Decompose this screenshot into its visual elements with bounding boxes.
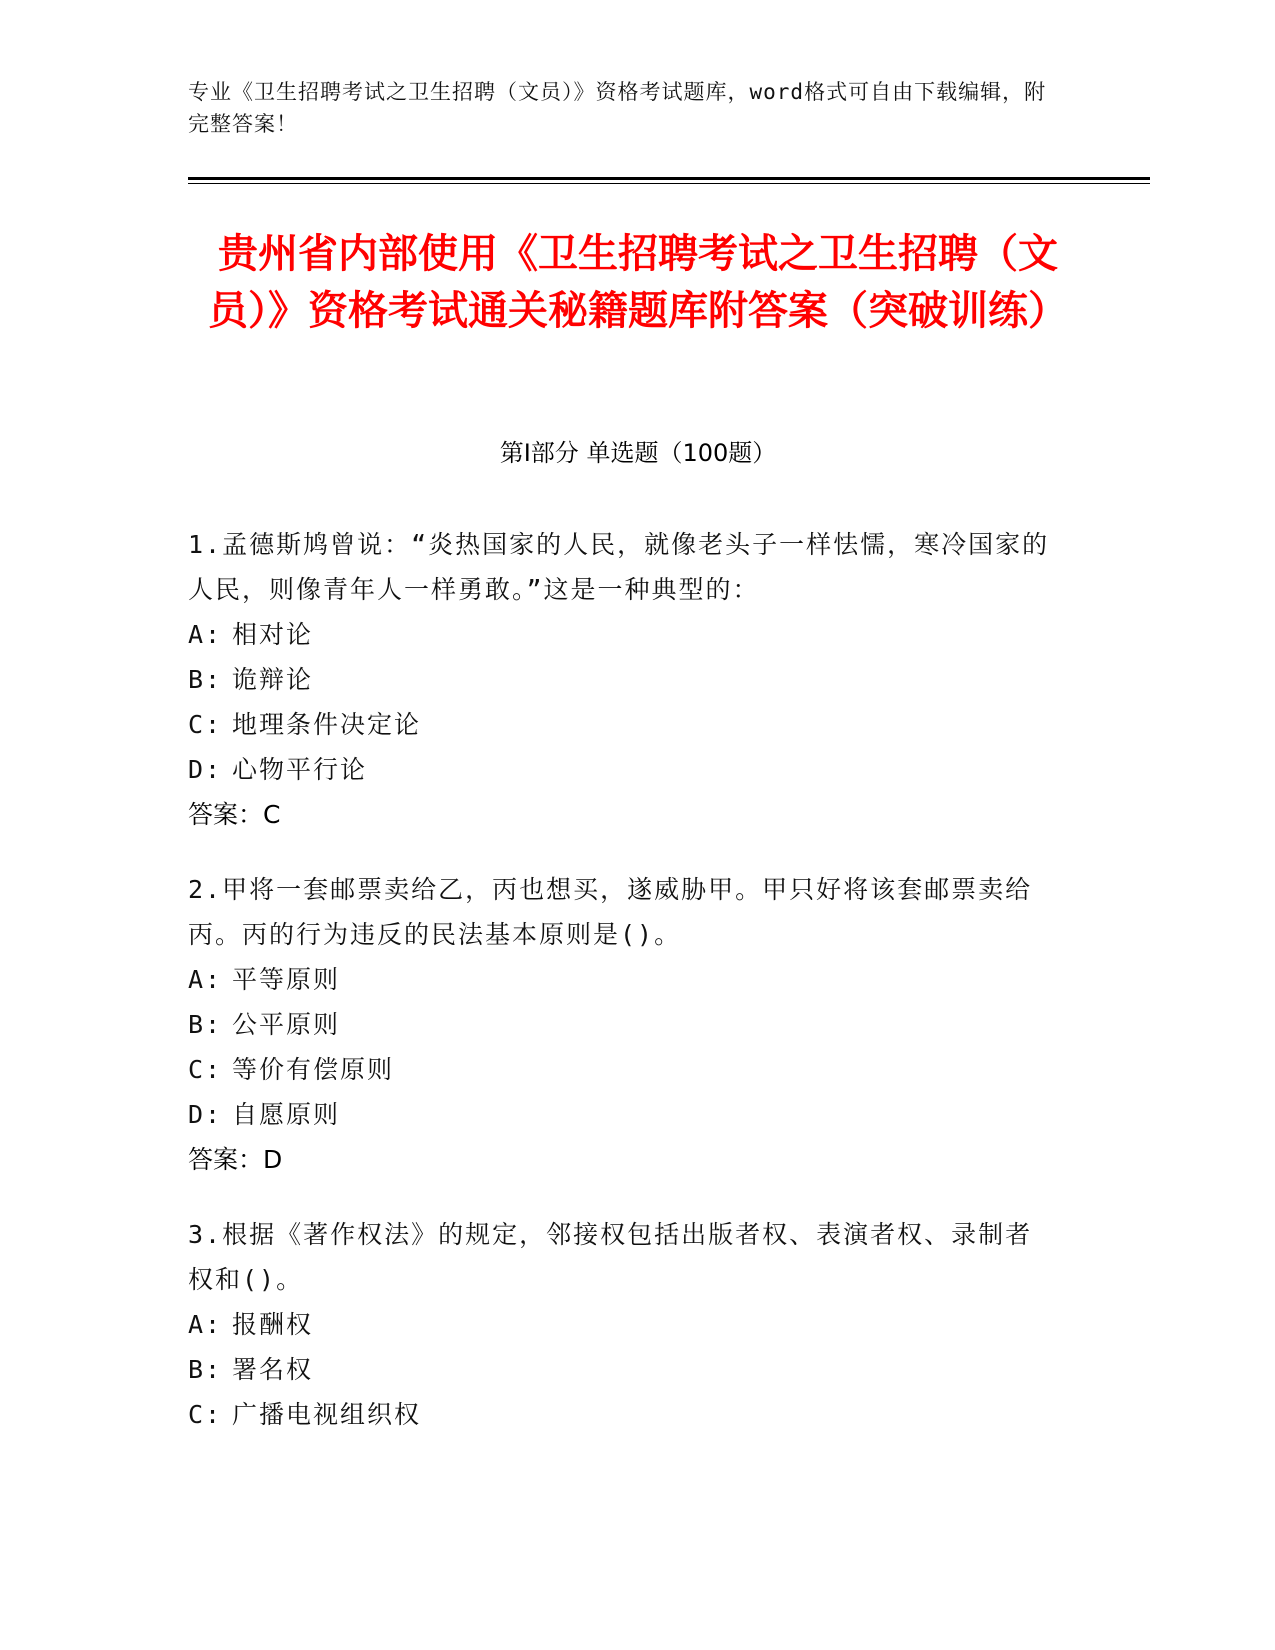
option-b — [188, 657, 1058, 702]
option-text: 自愿原则 — [232, 1100, 341, 1129]
header-rule-thin — [188, 183, 1150, 184]
option-key: A: — [188, 965, 223, 994]
header-rule-thick — [188, 177, 1150, 180]
header-note: 专业《卫生招聘考试之卫生招聘（文员）》资格考试题库，word格式可自由下载编辑，附完整答案！ — [188, 80, 1047, 136]
option-text: 公平原则 — [232, 1010, 341, 1039]
option-a — [188, 1302, 1058, 1347]
answer-line: 答案：C — [188, 800, 281, 829]
option-text: 广播电视组织权 — [232, 1400, 422, 1429]
answer-line: 答案：D — [188, 1145, 283, 1174]
option-key: A: — [188, 620, 223, 649]
option-text: 等价有偿原则 — [232, 1055, 395, 1084]
option-text: 平等原则 — [232, 965, 341, 994]
option-key: B: — [188, 665, 223, 694]
option-text: 相对论 — [232, 620, 314, 649]
option-key: C: — [188, 710, 223, 739]
question-3 — [188, 1212, 1058, 1437]
question-list — [188, 522, 1058, 1467]
option-a — [188, 957, 1058, 1002]
option-c — [188, 702, 1058, 747]
option-key: B: — [188, 1010, 223, 1039]
option-key: A: — [188, 1310, 223, 1339]
option-a — [188, 612, 1058, 657]
question-1 — [188, 522, 1058, 837]
option-text: 地理条件决定论 — [232, 710, 422, 739]
option-b — [188, 1347, 1058, 1392]
option-d — [188, 747, 1058, 792]
option-text: 报酬权 — [232, 1310, 314, 1339]
option-key: C: — [188, 1400, 223, 1429]
option-text: 署名权 — [232, 1355, 314, 1384]
question-stem: 3.根据《著作权法》的规定，邻接权包括出版者权、表演者权、录制者权和()。 — [188, 1220, 1033, 1294]
option-text: 心物平行论 — [232, 755, 368, 784]
section-title: 第Ⅰ部分 单选题（100题） — [499, 439, 777, 467]
option-d — [188, 1092, 1058, 1137]
option-b — [188, 1002, 1058, 1047]
question-stem: 2.甲将一套邮票卖给乙，丙也想买，遂威胁甲。甲只好将该套邮票卖给丙。丙的行为违反的民法基本原则是()。 — [188, 875, 1033, 949]
option-c — [188, 1392, 1058, 1437]
document-title: 贵州省内部使用《卫生招聘考试之卫生招聘（文员）》资格考试通关秘籍题库附答案（突破训练） — [208, 231, 1068, 334]
option-key: D: — [188, 755, 223, 784]
option-key: B: — [188, 1355, 223, 1384]
option-key: D: — [188, 1100, 223, 1129]
option-text: 诡辩论 — [232, 665, 314, 694]
option-key: C: — [188, 1055, 223, 1084]
question-stem: 1.孟德斯鸠曾说：“炎热国家的人民，就像老头子一样怯懦，寒冷国家的人民，则像青年人一样勇敢。”这是一种典型的： — [188, 530, 1050, 604]
option-c — [188, 1047, 1058, 1092]
question-2 — [188, 867, 1058, 1182]
